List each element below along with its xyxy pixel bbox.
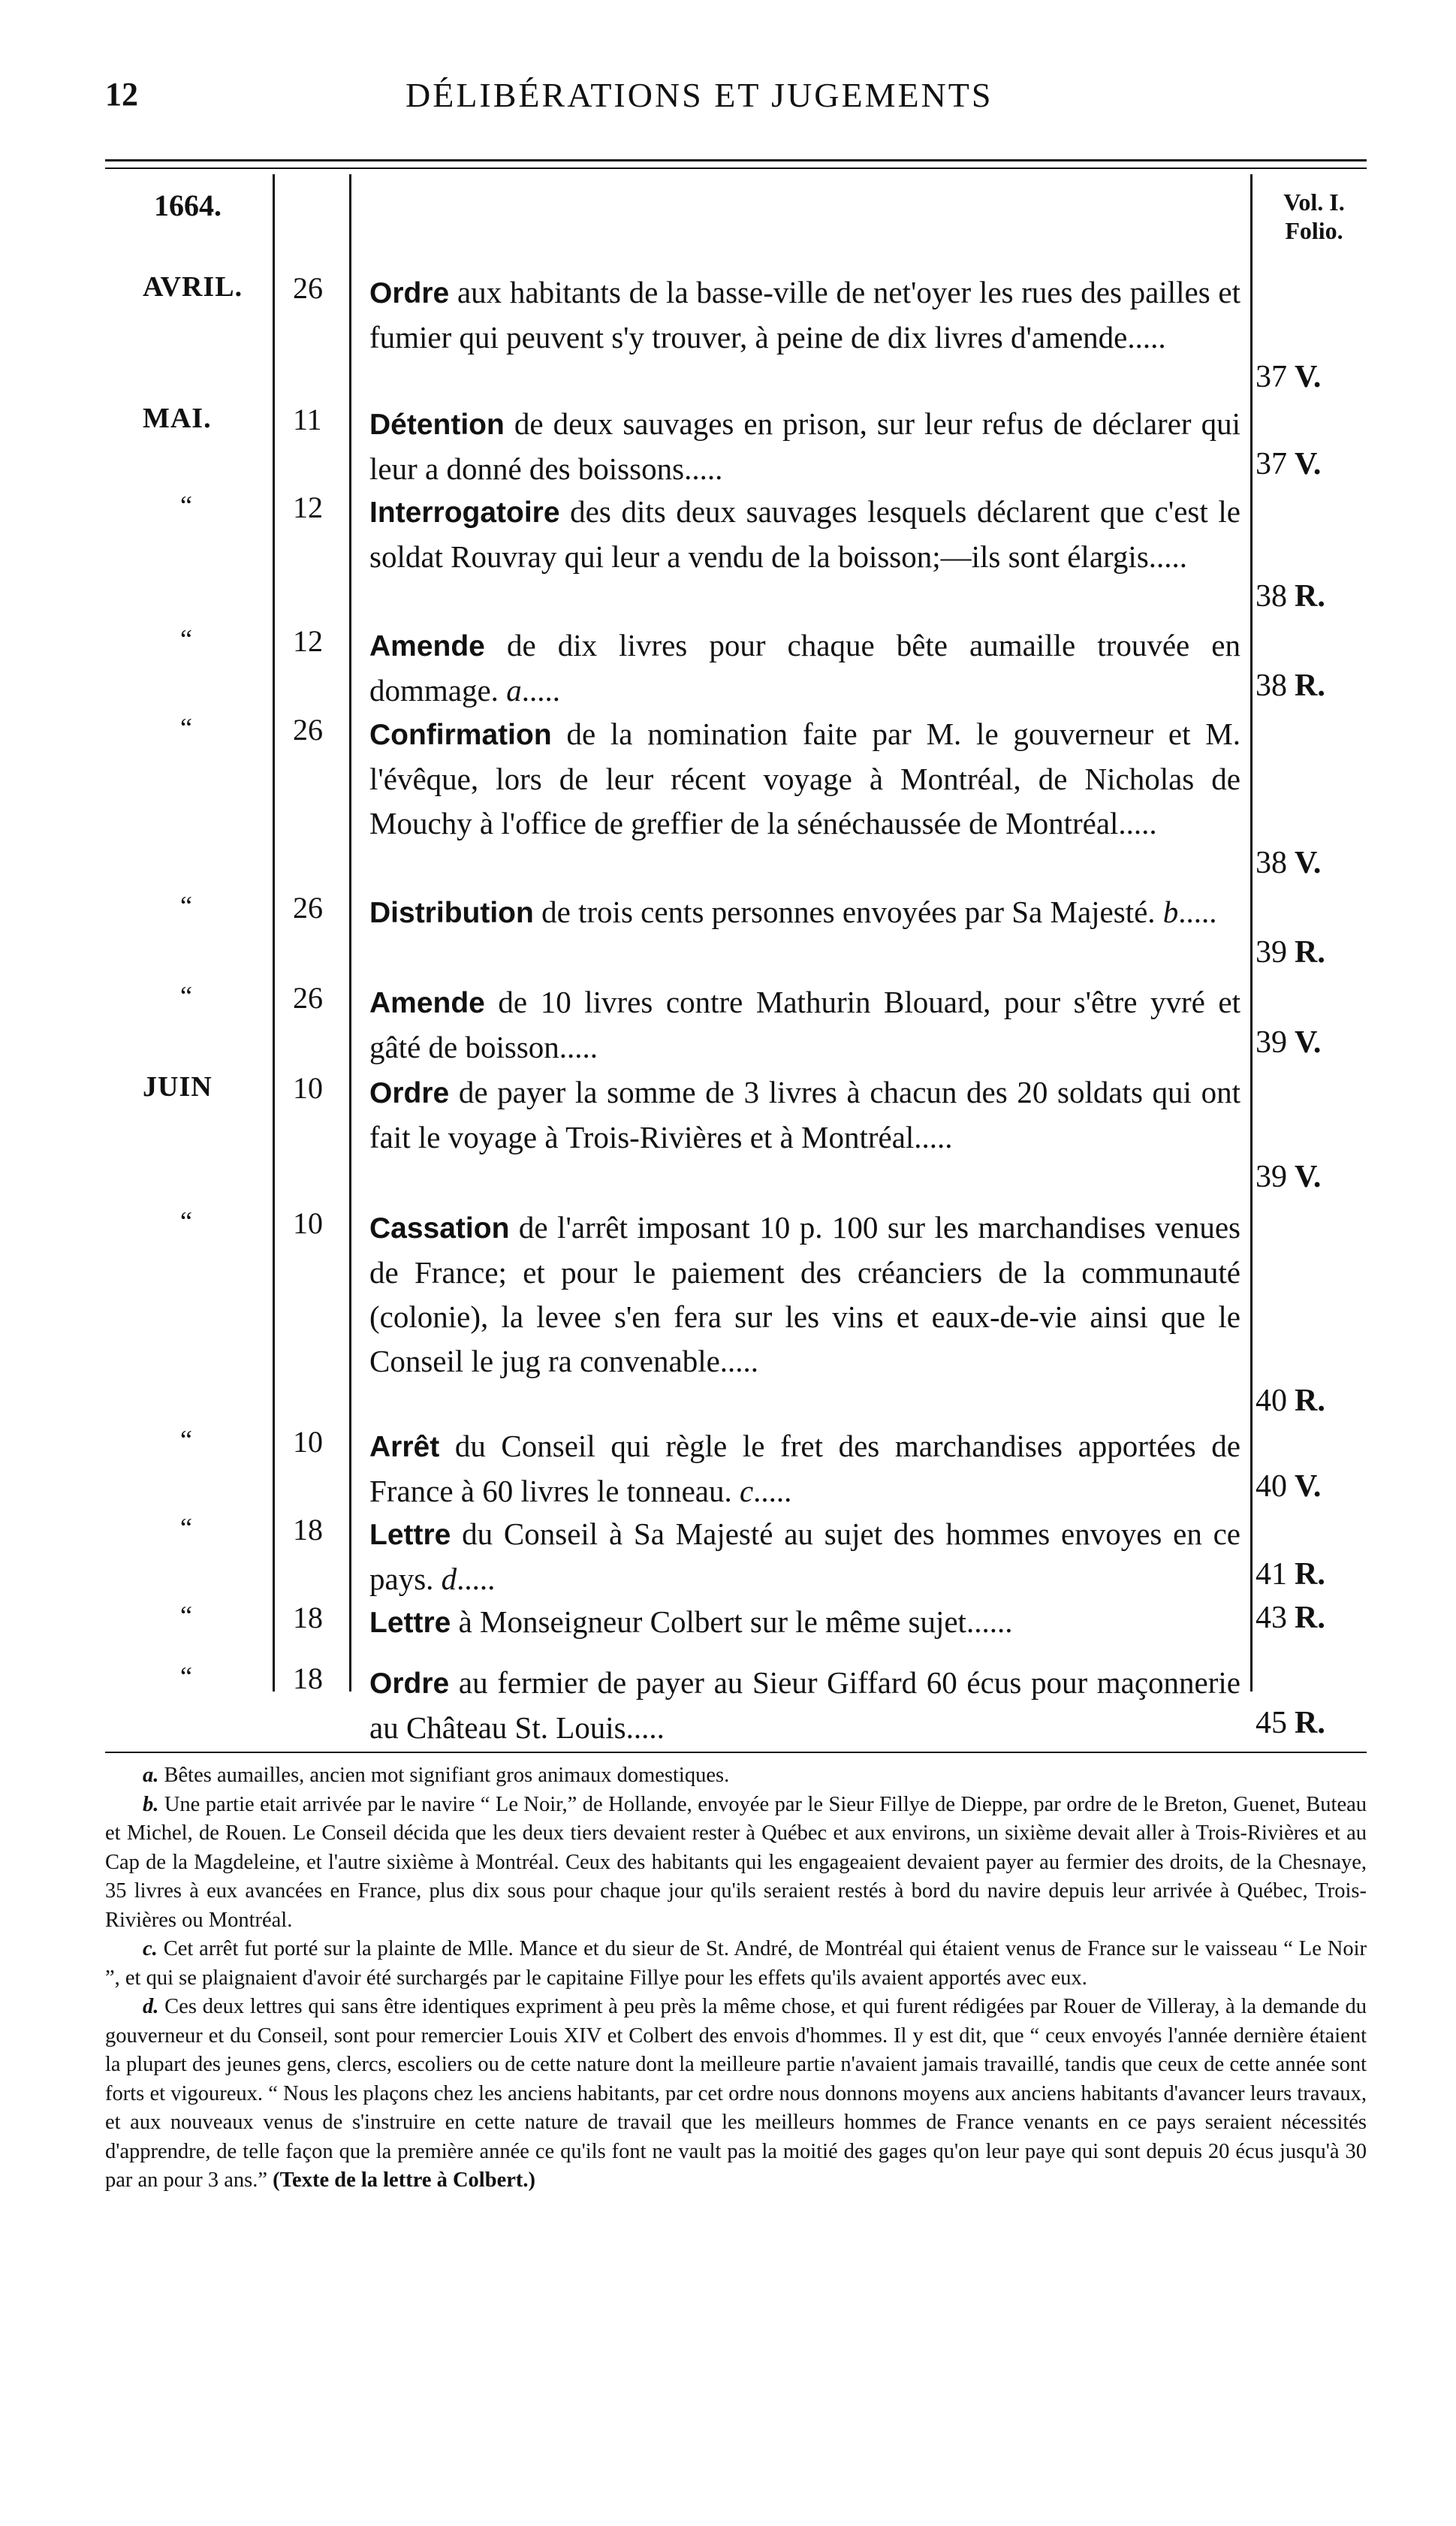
footnote-c: c. Cet arrêt fut porté sur la plainte de Mlle. Mance et du sieur de St. André, de Montréal qui étaient venus de France sur le vaisseau “ Le Noir ”, et qui se plaignaient d'avoir été surchargés par le capitaine Fillye pour les effets qu'ils avaient apportés avec eux. xyxy=(105,1937,1367,1990)
folio-side: R. xyxy=(1295,1706,1325,1740)
entry-folio xyxy=(1256,578,1325,614)
entry-body: du Conseil à Sa Majesté au sujet des hommes envoyes en ce pays. xyxy=(369,1517,1240,1596)
entry-folio xyxy=(1256,1600,1325,1636)
dot-leader: ..... xyxy=(974,1604,1013,1639)
entry-text xyxy=(369,1512,1240,1601)
entry-text xyxy=(369,1070,1240,1160)
entry-body: à Monseigneur Colbert sur le même sujet. xyxy=(451,1604,975,1639)
footnotes xyxy=(105,1761,1367,2196)
entry-month: “ xyxy=(180,490,192,521)
folio-side: V. xyxy=(1295,1469,1322,1504)
entry-day: 26 xyxy=(293,713,323,747)
folio-side: V. xyxy=(1295,1160,1322,1194)
entry-day: 10 xyxy=(293,1206,323,1240)
entry-body: de 10 livres contre Mathurin Blouard, pour s'être yvré et gâté de boisson xyxy=(369,985,1240,1064)
entry-text xyxy=(369,890,1240,935)
volume-label: Vol. I. xyxy=(1283,189,1345,216)
folio-number: 39 xyxy=(1256,935,1287,970)
top-rule xyxy=(105,159,1367,161)
entry-body: de la nomination faite par M. le gouverneur et M. l'évêque, lors de leur récent voyage à Montréal, de Nicholas de Mouchy à l'office de greffier de la sénéchaussée de Montréal xyxy=(369,717,1240,840)
footnote-ref: a xyxy=(506,673,522,708)
entry-keyword: Lettre xyxy=(369,1607,451,1639)
dot-leader: ..... xyxy=(521,673,560,708)
entry-folio xyxy=(1256,1705,1325,1741)
entry-month: “ xyxy=(180,1425,192,1455)
running-head: DÉLIBÉRATIONS ET JUGEMENTS xyxy=(405,76,993,114)
dot-leader: ..... xyxy=(626,1710,665,1745)
folio-number: 45 xyxy=(1256,1706,1287,1740)
folio-number: 39 xyxy=(1256,1160,1287,1194)
entry-body: de trois cents personnes envoyées par Sa Majesté. xyxy=(533,895,1156,929)
folio-side: R. xyxy=(1295,579,1325,614)
column-divider xyxy=(273,174,275,1692)
entry-folio xyxy=(1256,934,1325,970)
footnote-b: b. Une partie etait arrivée par le navire “ Le Noir,” de Hollande, envoyée par le Sieur Fillye de Dieppe, par ordre de le Breton, Guenet, Buteau et Michel, de Rouen. Le Conseil décida que les deux tiers devaient rester à Québec et aux environs, un sixième devait aller à Trois-Rivières et au Cap de la Magdeleine, et l'autre sixième à Montréal. Ceux des habitants qui les engageaient devaient payer au fermier des droits, de la Chesnaye, 35 livres à eux avancées en France, plus dix sous pour chaque jour qu'ils seraient restés à bord du navire depuis leur arrivée à Québec, Trois-Rivières ou Montréal. xyxy=(105,1792,1367,1932)
folio-number: 40 xyxy=(1256,1469,1287,1504)
dot-leader: ..... xyxy=(1178,895,1217,929)
folio-side: R. xyxy=(1295,1601,1325,1635)
entry-text xyxy=(369,980,1240,1070)
footnote-a: a. Bêtes aumailles, ancien mot signifiant gros animaux domestiques. xyxy=(143,1764,730,1787)
entry-month: AVRIL. xyxy=(143,271,243,303)
footnote-ref: d xyxy=(441,1562,457,1596)
entry-body: aux habitants de la basse-ville de net'oyer les rues des pailles et fumier qui peuvent s'y trouver, à peine de dix livres d'amende xyxy=(369,275,1240,355)
entry-body: au fermier de payer au Sieur Giffard 60 écus pour maçonnerie au Château St. Louis xyxy=(369,1665,1240,1745)
entry-text xyxy=(369,1600,1240,1645)
entry-day: 12 xyxy=(293,624,323,658)
entry-body: de l'arrêt imposant 10 p. 100 sur les marchandises venues de France; et pour le paiement des créanciers de la communauté (colonie), la levee s'en fera sur les vins et eaux-de-vie ainsi que le Conseil le jug ra convenable xyxy=(369,1210,1240,1378)
dot-leader: ..... xyxy=(914,1120,953,1154)
folio-side: R. xyxy=(1295,1557,1325,1592)
entry-text xyxy=(369,623,1240,713)
entry-text xyxy=(369,712,1240,846)
folio-side: R. xyxy=(1295,1384,1325,1418)
entry-day: 11 xyxy=(293,403,322,436)
dot-leader: ..... xyxy=(559,1030,598,1064)
folio-number: 39 xyxy=(1256,1025,1287,1060)
entry-month: “ xyxy=(180,1601,192,1631)
entry-folio xyxy=(1256,1468,1321,1504)
entry-folio xyxy=(1256,1025,1321,1061)
entry-keyword: Confirmation xyxy=(369,719,552,751)
entry-text xyxy=(369,1206,1240,1384)
entry-day: 26 xyxy=(293,981,323,1015)
entry-month: JUIN xyxy=(143,1071,213,1103)
entry-body: de deux sauvages en prison, sur leur refus de déclarer qui leur a donné des boissons xyxy=(369,406,1240,486)
entry-month: “ xyxy=(180,713,192,743)
entry-month: “ xyxy=(180,1661,192,1692)
entry-day: 18 xyxy=(293,1513,323,1547)
folio-side: V. xyxy=(1295,447,1322,481)
folio-number: 41 xyxy=(1256,1557,1287,1592)
dot-leader: ..... xyxy=(719,1344,759,1378)
entry-keyword: Cassation xyxy=(369,1212,510,1245)
entry-keyword: Ordre xyxy=(369,1077,450,1109)
entry-body: de dix livres pour chaque bête aumaille trouvée en dommage. xyxy=(369,628,1240,708)
entry-keyword: Ordre xyxy=(369,277,450,309)
entry-keyword: Interrogatoire xyxy=(369,496,560,529)
entry-keyword: Distribution xyxy=(369,897,534,929)
entry-folio xyxy=(1256,1383,1325,1419)
folio-number: 38 xyxy=(1256,846,1287,880)
dot-leader: ..... xyxy=(753,1474,792,1508)
entry-text xyxy=(369,1424,1240,1513)
entry-text xyxy=(369,402,1240,491)
entry-day: 18 xyxy=(293,1661,323,1695)
entry-month: “ xyxy=(180,981,192,1011)
entry-keyword: Lettre xyxy=(369,1519,451,1551)
entry-day: 12 xyxy=(293,490,323,524)
entry-folio xyxy=(1256,668,1325,704)
page-number: 12 xyxy=(105,76,138,113)
dot-leader: ..... xyxy=(1127,320,1166,355)
entry-body: de payer la somme de 3 livres à chacun des 20 soldats qui ont fait le voyage à Trois-Rivières et à Montréal xyxy=(369,1075,1240,1154)
entry-text xyxy=(369,270,1240,360)
folio-side: V. xyxy=(1295,846,1322,880)
entry-text xyxy=(369,490,1240,579)
column-divider xyxy=(349,174,351,1692)
entry-keyword: Amende xyxy=(369,987,485,1019)
folio-side: V. xyxy=(1295,360,1322,394)
entry-day: 26 xyxy=(293,891,323,925)
folio-side: V. xyxy=(1295,1025,1322,1060)
dot-leader: ..... xyxy=(684,451,723,486)
entry-month: “ xyxy=(180,624,192,654)
entry-text xyxy=(369,1661,1240,1750)
dot-leader: ..... xyxy=(1118,806,1157,840)
entry-folio xyxy=(1256,359,1321,395)
footnote-rule xyxy=(105,1752,1367,1753)
dot-leader: ..... xyxy=(457,1562,496,1596)
folio-number: 38 xyxy=(1256,668,1287,703)
entry-day: 10 xyxy=(293,1071,323,1105)
dot-leader: ..... xyxy=(1148,539,1188,574)
folio-number: 40 xyxy=(1256,1384,1287,1418)
entry-keyword: Arrêt xyxy=(369,1431,440,1463)
folio-number: 37 xyxy=(1256,447,1287,481)
folio-label: Folio. xyxy=(1285,217,1343,244)
top-rule-thin xyxy=(105,167,1367,169)
entry-keyword: Détention xyxy=(369,409,505,441)
entry-body: du Conseil qui règle le fret des marchandises apportées de France à 60 livres le tonneau. xyxy=(369,1429,1240,1508)
entry-month: MAI. xyxy=(143,403,212,434)
entry-day: 18 xyxy=(293,1601,323,1634)
folio-side: R. xyxy=(1295,935,1325,970)
entry-folio xyxy=(1256,446,1321,482)
entry-keyword: Amende xyxy=(369,630,485,662)
volume-header xyxy=(1269,188,1359,245)
entry-folio xyxy=(1256,845,1321,881)
folio-number: 43 xyxy=(1256,1601,1287,1635)
folio-number: 37 xyxy=(1256,360,1287,394)
entry-day: 26 xyxy=(293,271,323,305)
entry-month: “ xyxy=(180,1513,192,1543)
footnote-ref: b xyxy=(1162,895,1179,929)
entry-folio xyxy=(1256,1556,1325,1592)
entry-day: 10 xyxy=(293,1425,323,1459)
entry-month: “ xyxy=(180,1206,192,1236)
folio-side: R. xyxy=(1295,668,1325,703)
year-label: 1664. xyxy=(154,189,222,222)
column-divider xyxy=(1250,174,1253,1692)
footnote-d: d. Ces deux lettres qui sans être identiques expriment à peu près la même chose, et qui furent rédigées par Rouer de Villeray, à la demande du gouverneur et du Conseil, sont pour remercier Louis XIV et Colbert des envois d'hommes. Il y est dit, que “ ceux envoyés l'année dernière étaient la plupart des jeunes gens, clercs, escoliers ou de cette nature dont la meilleure partie n'avaient jamais travaillé, tandis que ceux de cette année sont forts et vigoureux. “ Nous les plaçons chez les anciens habitants, par cet ordre nous donnons moyens aux anciens habitants d'avancer leurs travaux, et aux nouveaux venus de s'instruire en cette nature de travail que les meilleurs hommes de France venants en ce pays seraient nécessités d'apprendre, de telle façon que la première année ce qu'ils font ne vault pas la moitié des gages qu'on leur paye qui sont depuis 20 écus jusqu'à 30 par an pour 3 ans.” (Texte de la lettre à Colbert.) xyxy=(105,1995,1367,2192)
entry-folio xyxy=(1256,1159,1321,1195)
folio-number: 38 xyxy=(1256,579,1287,614)
entry-body: des dits deux sauvages lesquels déclarent que c'est le soldat Rouvray qui leur a vendu de la boisson;—ils sont élargis xyxy=(369,494,1240,574)
footnote-ref: c xyxy=(739,1474,754,1508)
entry-month: “ xyxy=(180,891,192,921)
entry-keyword: Ordre xyxy=(369,1667,450,1700)
